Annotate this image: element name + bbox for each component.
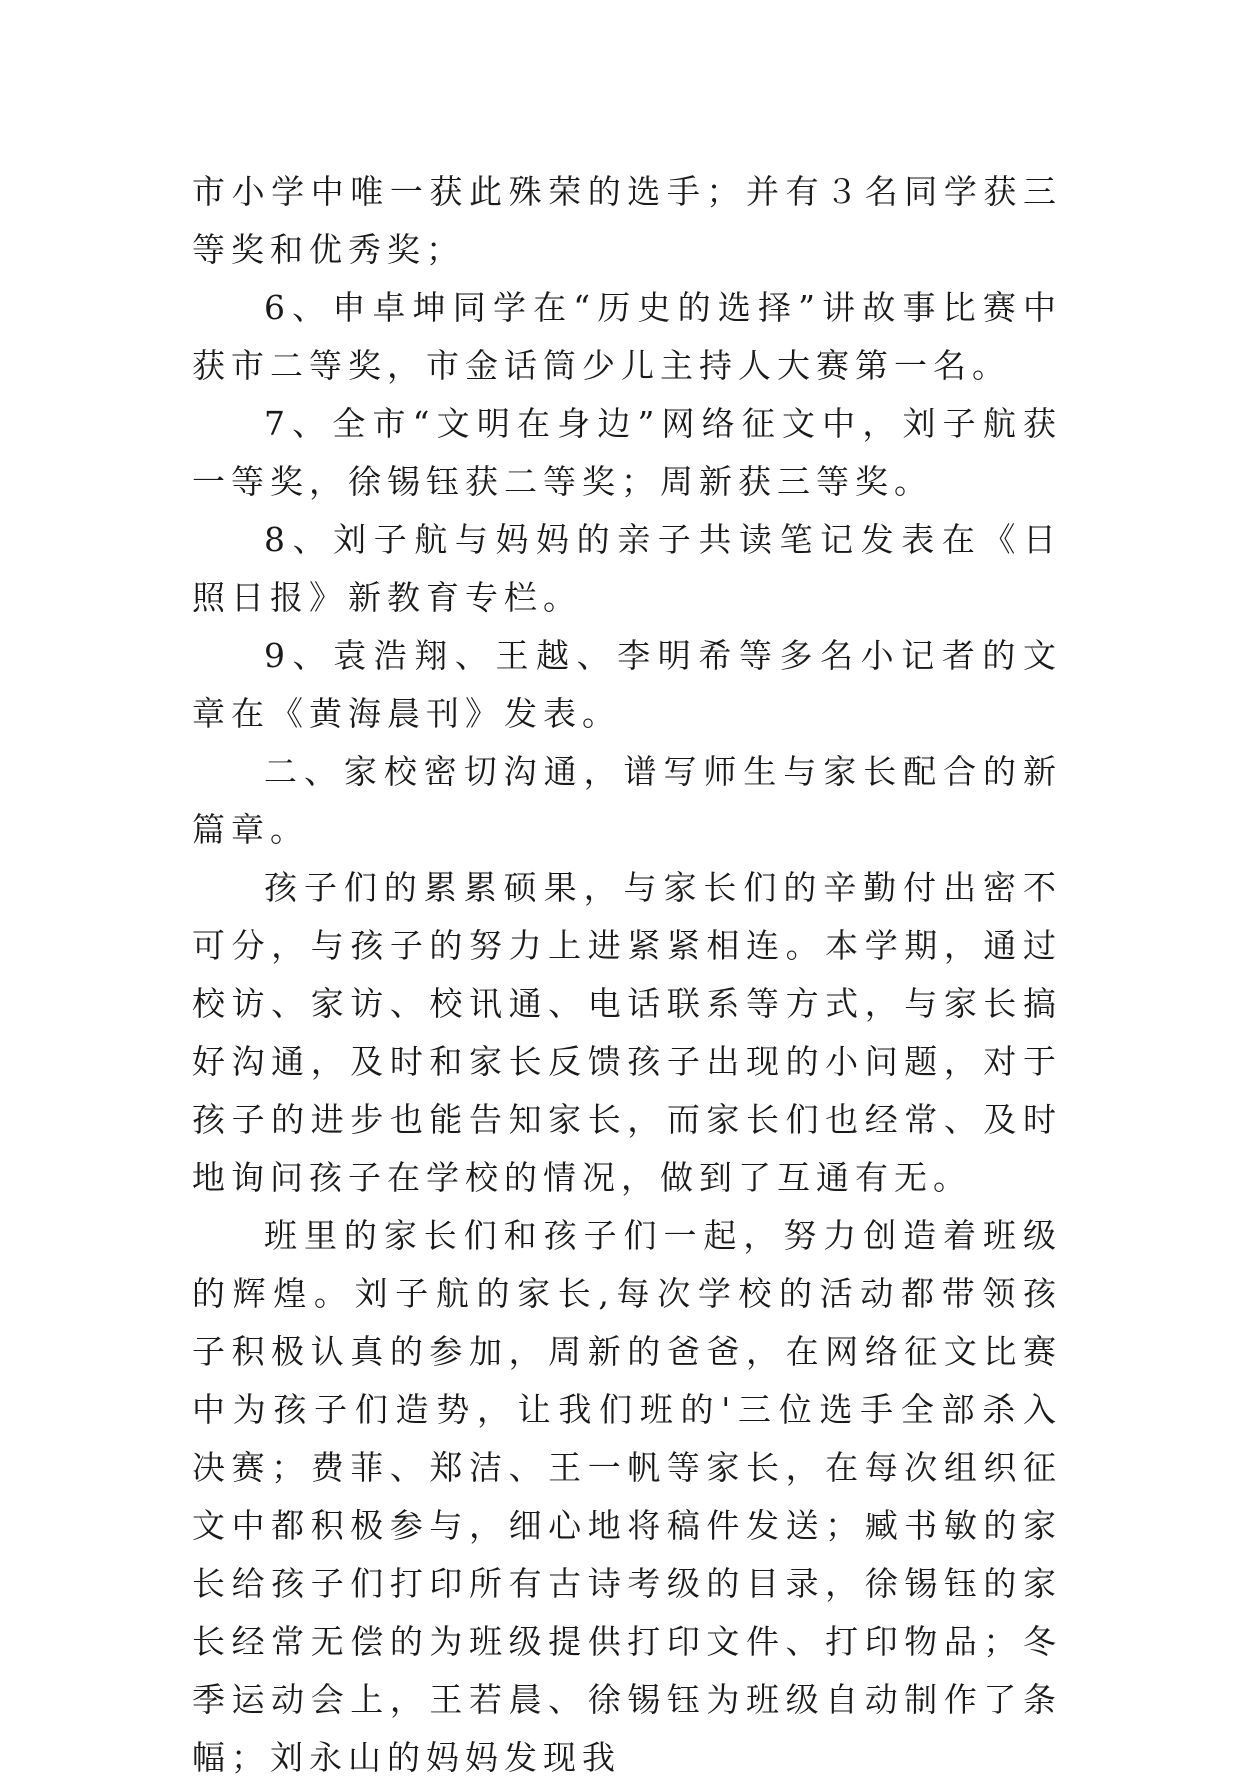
paragraph-4: 8、刘子航与妈妈的亲子共读笔记发表在《日照日报》新教育专栏。 — [192, 520, 1062, 617]
paragraph-1: 市小学中唯一获此殊荣的选手；并有３名同学获三等奖和优秀奖； — [192, 172, 1062, 269]
paragraph-8: 班里的家长们和孩子们一起，努力创造着班级的辉煌。刘子航的家长,每次学校的活动都带领孩子积极认真的参加，周新的爸爸，在网络征文比赛中为孩子们造势，让我们班的'三位选手全部杀入决赛；费菲、郑洁、王一帆等家长，在每次组织征文中都积极参与，细心地将稿件发送；臧书敏的家长给孩子们打印所有古诗考级的目录，徐锡钰的家长经常无偿的为班级提供打印文件、打印物品；冬季运动会上，王若晨、徐锡钰为班级自动制作了条幅；刘永山的妈妈发现我 — [192, 1216, 1062, 1777]
paragraph-5: 9、袁浩翔、王越、李明希等多名小记者的文章在《黄海晨刊》发表。 — [192, 636, 1062, 733]
paragraph-2: 6、申卓坤同学在“历史的选择”讲故事比赛中获市二等奖，市金话筒少儿主持人大赛第一名。 — [192, 288, 1062, 385]
paragraph-7: 孩子们的累累硕果，与家长们的辛勤付出密不可分，与孩子的努力上进紧紧相连。本学期，通过校访、家访、校讯通、电话联系等方式，与家长搞好沟通，及时和家长反馈孩子出现的小问题，对于孩子的进步也能告知家长，而家长们也经常、及时地询问孩子在学校的情况，做到了互通有无。 — [192, 868, 1062, 1197]
section-heading: 二、家校密切沟通，谱写师生与家长配合的新篇章。 — [192, 752, 1062, 849]
document-body — [192, 163, 1062, 1787]
paragraph-3: 7、全市“文明在身边”网络征文中，刘子航获一等奖，徐锡钰获二等奖；周新获三等奖。 — [192, 404, 1062, 501]
